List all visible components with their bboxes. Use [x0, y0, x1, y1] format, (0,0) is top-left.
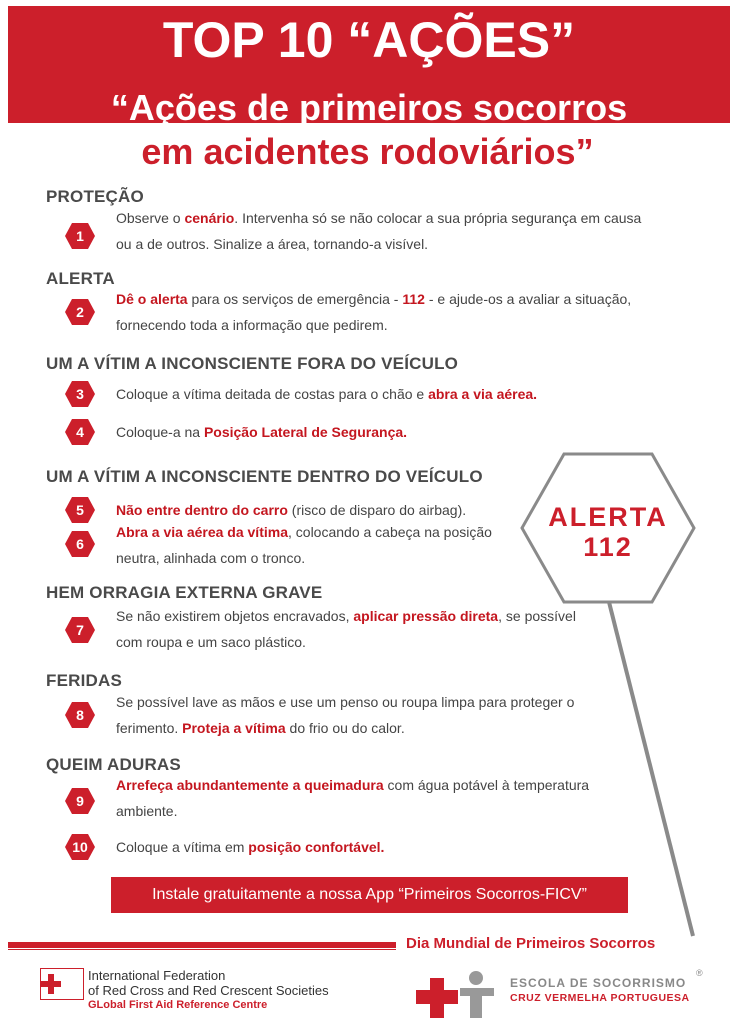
action-badge-2 [65, 299, 95, 325]
section-alerta: ALERTA [46, 269, 115, 288]
text: ambiente. [116, 803, 178, 819]
page-subtitle-line1: “Ações de primeiros socorros [110, 87, 628, 128]
ifrc-reference-centre: GLobal First Aid Reference Centre [88, 999, 268, 1011]
highlight: 112 [402, 291, 425, 307]
highlight: Não entre dentro do carro [116, 502, 288, 518]
highlight: abra a via aérea. [428, 386, 538, 402]
highlight: Abra a via aérea da vítima [116, 524, 288, 540]
text: fornecendo toda a informação que pedirem. [116, 317, 388, 333]
text: - e ajude-os a avaliar a situação, [424, 291, 632, 307]
action-badge-3 [65, 381, 95, 407]
ifrc-logo [40, 968, 340, 1018]
action-text-2 [116, 286, 631, 338]
highlight: Proteja a vítima [182, 720, 286, 736]
action-number: 5 [76, 502, 84, 518]
highlight: posição confortável. [248, 839, 385, 855]
action-text-10 [116, 834, 384, 860]
school-name: ESCOLA DE SOCORRISMO [510, 976, 687, 990]
ifrc-name [88, 968, 329, 998]
action-text-7 [116, 603, 576, 655]
ifrc-name-line1: International Federation [88, 968, 226, 983]
action-badge-7 [65, 617, 95, 643]
highlight: aplicar pressão direta [353, 608, 499, 624]
install-app-banner[interactable]: Instale gratuitamente a nossa App “Primeiros Socorros-FICV” [111, 877, 628, 913]
highlight: cenário [184, 210, 235, 226]
action-number: 10 [72, 839, 88, 855]
text: com roupa e um saco plástico. [116, 634, 306, 650]
alert-sign-number: 112 [583, 532, 633, 562]
action-number: 4 [76, 424, 84, 440]
section-protecao: PROTEÇÃO [46, 187, 144, 206]
action-badge-9 [65, 788, 95, 814]
section-inconsciente-dentro: UM A VÍTIM A INCONSCIENTE DENTRO DO VEÍCULO [46, 467, 483, 486]
alert-112-sign [520, 452, 696, 604]
highlight: Posição Lateral de Segurança. [203, 424, 408, 440]
text: com água potável à temperatura [383, 777, 590, 793]
action-text-6 [116, 519, 492, 571]
text: (risco de disparo do airbag). [287, 502, 467, 518]
red-cross-person-icon [416, 968, 506, 1018]
text: neutra, alinhada com o tronco. [116, 550, 306, 566]
action-badge-6 [65, 531, 95, 557]
text: para os serviços de emergência - [187, 291, 403, 307]
action-badge-1 [65, 223, 95, 249]
section-feridas: FERIDAS [46, 671, 123, 690]
text: Coloque a vítima em [116, 839, 249, 855]
action-number: 9 [76, 793, 84, 809]
escola-socorrismo-logo [416, 968, 716, 1018]
action-text-9 [116, 772, 589, 824]
red-cross-crescent-icon [40, 968, 84, 1000]
registered-mark: ® [696, 968, 703, 978]
action-badge-10 [65, 834, 95, 860]
section-hemorragia: HEM ORRAGIA EXTERNA GRAVE [46, 583, 323, 602]
action-text-8 [116, 689, 574, 741]
text: Coloque-a na [116, 424, 204, 440]
action-number: 1 [76, 228, 84, 244]
highlight: Dê o alerta [116, 291, 188, 307]
ifrc-name-line2: of Red Cross and Red Crescent Societies [88, 983, 329, 998]
text: Se possível lave as mãos e use um penso ou roupa limpa para proteger o [116, 694, 575, 710]
text: , se possível [498, 608, 576, 624]
action-text-1 [116, 205, 641, 257]
action-number: 7 [76, 622, 84, 638]
section-inconsciente-fora: UM A VÍTIM A INCONSCIENTE FORA DO VEÍCULO [46, 354, 459, 373]
world-first-aid-day-label: Dia Mundial de Primeiros Socorros [406, 935, 656, 952]
text: do frio ou do calor. [285, 720, 405, 736]
action-badge-4 [65, 419, 95, 445]
page-subtitle-line2: em acidentes rodoviários” [141, 131, 594, 172]
text: ou a de outros. Sinalize a área, tornando-a visível. [116, 236, 429, 252]
action-number: 8 [76, 707, 84, 723]
text: ferimento. [116, 720, 183, 736]
action-text-4 [116, 419, 407, 445]
school-org: CRUZ VERMELHA PORTUGUESA [510, 992, 690, 1004]
text: Se não existirem objetos encravados, [116, 608, 354, 624]
footer-divider-thin [8, 949, 396, 950]
alert-sign-label: ALERTA [548, 502, 668, 532]
text: . Intervenha só se não colocar a sua própria segurança em causa [234, 210, 642, 226]
action-number: 3 [76, 386, 84, 402]
action-number: 6 [76, 536, 84, 552]
action-badge-8 [65, 702, 95, 728]
text: Observe o [116, 210, 185, 226]
footer-divider [8, 942, 396, 948]
page-title: TOP 10 “AÇÕES” [162, 12, 576, 68]
action-badge-5 [65, 497, 95, 523]
text: , colocando a cabeça na posição [288, 524, 492, 540]
text: Coloque a vítima deitada de costas para o chão e [116, 386, 429, 402]
section-queimaduras: QUEIM ADURAS [46, 755, 181, 774]
action-text-3 [116, 381, 537, 407]
action-number: 2 [76, 304, 84, 320]
highlight: Arrefeça abundantemente a queimadura [116, 777, 384, 793]
